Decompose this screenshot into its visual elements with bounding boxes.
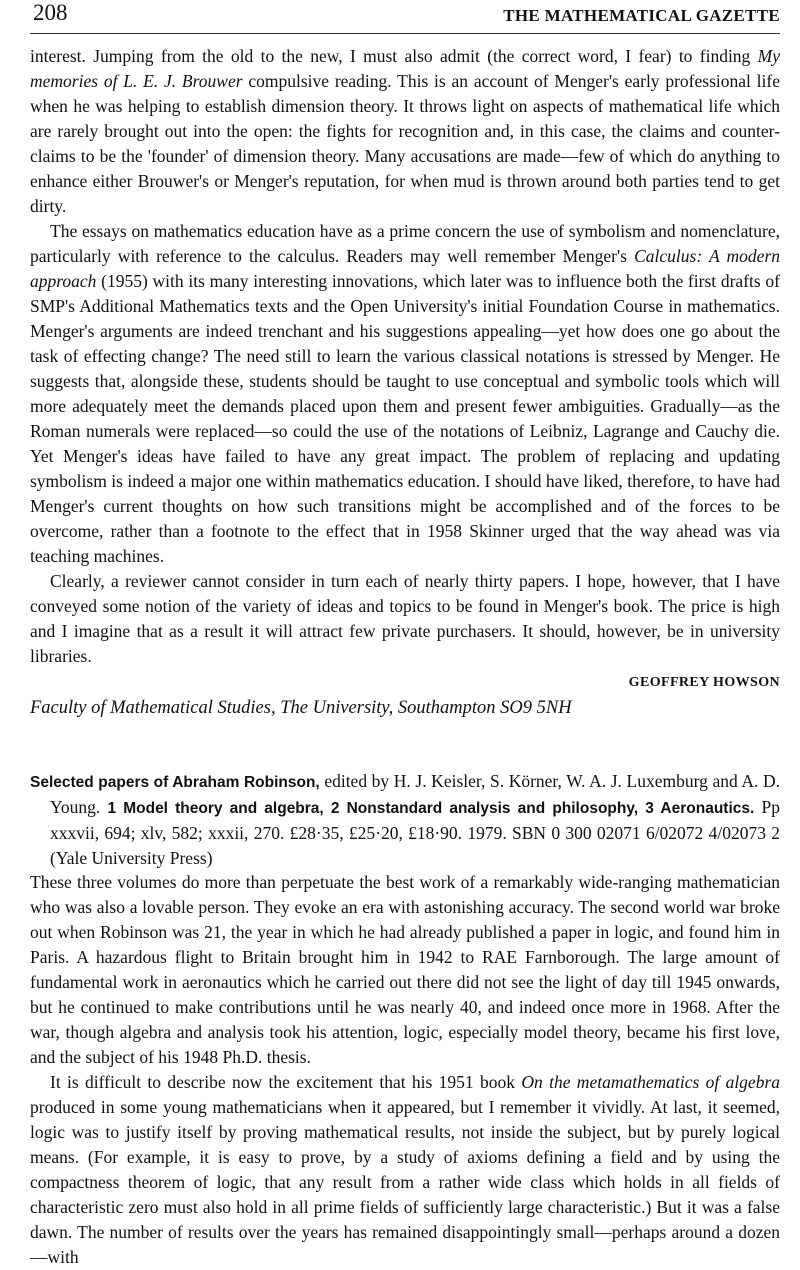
paragraph: Clearly, a reviewer cannot consider in turn each of nearly thirty papers. I hope, however, that I have conveyed some notion of the variety of ideas and topics to be found in Menger's book. The price is high and I imagine that as a result it will attract few private purchasers. It should, however, be in university libraries. — [30, 571, 780, 666]
editors: edited by H. J. Keisler, S. Körner, W. A. J. Luxemburg and A. D. Young. — [50, 771, 780, 817]
review-howson — [30, 44, 780, 721]
review-robinson — [30, 870, 780, 1270]
page-header — [30, 0, 780, 32]
page-number: 208 — [33, 0, 68, 25]
paragraph: interest. Jumping from the old to the new, I must also admit (the correct word, I fear) to finding My memories of L. E. J. Brouwer compulsive reading. This is an account of Menger's early professional life when he was helping to establish dimension theory. It throws light on aspects of mathematical life which are rarely brought out into the open: the fights for recognition and, in this case, the claims and counter-claims to be the 'founder' of dimension theory. Many accusations are made—few of which do anything to enhance either Brouwer's or Menger's reputation, for when mud is thrown around both parties tend to get dirty. — [30, 46, 780, 216]
book-title: Calculus: A modern approach — [30, 246, 780, 291]
header-rule — [30, 33, 780, 34]
journal-title: THE MATHEMATICAL GAZETTE — [503, 6, 780, 25]
reviewer-affiliation: Faculty of Mathematical Studies, The University, Southampton SO9 5NH — [30, 698, 572, 718]
publication-details: Pp xxxvii, 694; xlv, 582; xxxii, 270. £28·35, £25·20, £18·90. 1979. SBN 0 300 02071 6/02072 4/02073 2 (Yale University Press) — [50, 797, 781, 868]
reviewer-name: GEOFFREY HOWSON — [628, 675, 780, 690]
paragraph: It is difficult to describe now the excitement that his 1951 book On the metamathematics of algebra produced in some young mathematicians when it appeared, but I remember it vividly. At last, it seemed, logic was to justify itself by proving mathematical results, not inside the subject, but by purely logical means. (For example, it is easy to prove, by a study of axioms defining a field and by using the compactness theorem of logic, that any result from a rather wide class which holds in all fields of characteristic zero must also hold in all prime fields of sufficiently large characteristic.) But it was a false dawn. The number of results over the years has remained disappointingly small—perhaps around a dozen—with — [30, 1072, 781, 1267]
paragraph: These three volumes do more than perpetuate the best work of a remarkably wide-ranging mathematician who was also a lovable person. They evoke an era with astonishing accuracy. The second world war broke out when Robinson was 21, the year in which he had already published a paper in logic, and found him in Paris. A hazardous flight to Britain brought him in 1942 to RAE Farnborough. The large amount of fundamental work in aeronautics which he carried out there did not see the light of day till 1945 onwards, but he continued to make contributions until he was nearly 40, and indeed once more in 1968. After the war, though algebra and analysis took his attention, logic, especially model theory, became his first love, and the subject of his 1948 Ph.D. thesis. — [30, 872, 780, 1067]
book-title: Selected papers of Abraham Robinson, — [30, 774, 320, 791]
book-title: On the metamathematics of algebra — [521, 1072, 781, 1092]
book-title: My memories of L. E. J. Brouwer — [30, 46, 780, 91]
review-heading — [30, 769, 780, 871]
paragraph: The essays on mathematics education have as a prime concern the use of symbolism and nomenclature, particularly with reference to the calculus. Readers may well remember Menger's Calculus: A modern approach (1955) with its many interesting innovations, which later was to influence both the first drafts of SMP's Additional Mathematics texts and the Open University's initial Foundation Course in mathematics. Menger's arguments are indeed trenchant and his suggestions appealing—yet how does one go about the task of effecting change? The need still to learn the various classical notations is stressed by Menger. He suggests that, alongside these, students should be taught to use conceptual and symbolic tools which will more adequately meet the demands placed upon them and present fewer ambiguities. Gradually—as the Roman numerals were replaced—so could the use of the notations of Leibniz, Lagrange and Cauchy die. Yet Menger's ideas have failed to have any great impact. The problem of replacing and updating symbolism is indeed a major one within mathematics education. I should have liked, therefore, to have had Menger's current thoughts on how such transitions might be accomplished and of the forces to be overcome, rather than a footnote to the effect that in 1958 Skinner urged that the way ahead was via teaching machines. — [30, 221, 780, 566]
volume-titles: 1 Model theory and algebra, 2 Nonstandard analysis and philosophy, 3 Aeronautics. — [107, 800, 755, 817]
